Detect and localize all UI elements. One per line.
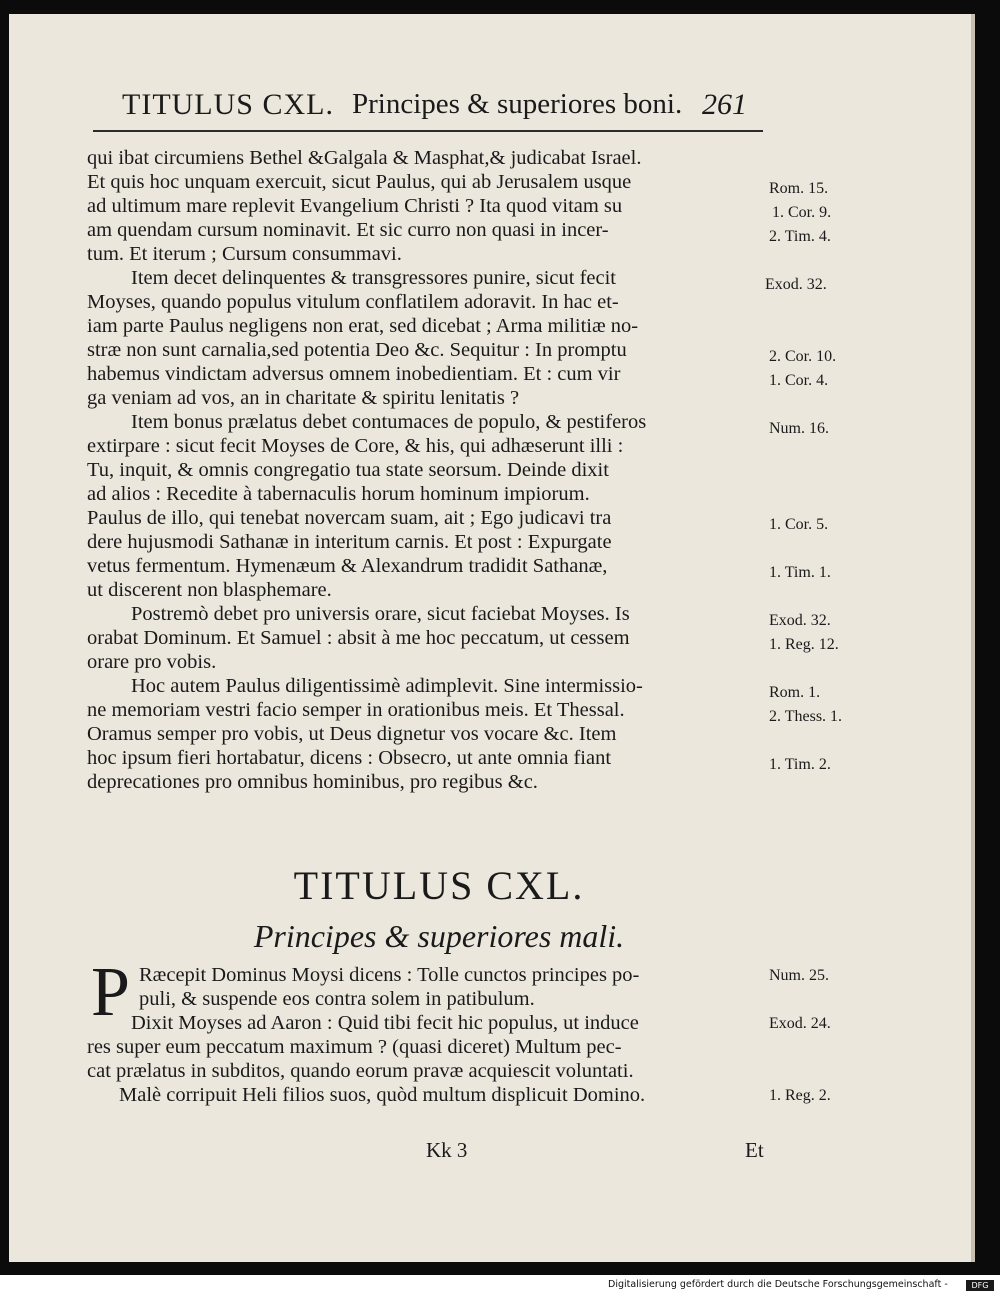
text-line: Item bonus prælatus debet contumaces de populo, & pestiferos [131, 411, 647, 433]
book-page [9, 14, 975, 1262]
text-line: Postremò debet pro universis orare, sicut faciebat Moyses. Is [131, 603, 630, 625]
text-line: hoc ipsum fieri hortabatur, dicens : Obsecro, ut ante omnia fiant [87, 747, 612, 769]
text-line: Dixit Moyses ad Aaron : Quid tibi fecit hic populus, ut induce [131, 1012, 639, 1034]
margin-note: 1. Tim. 2. [769, 756, 831, 773]
text-line: ut discerent non blasphemare. [87, 579, 332, 601]
text-line: deprecationes pro omnibus hominibus, pro regibus &c. [87, 771, 538, 793]
margin-note: 1. Cor. 9. [772, 204, 832, 221]
running-head-subtitle: Principes & superiores boni. [352, 88, 683, 120]
running-head [104, 88, 754, 128]
running-head-title: TITULUS CXL. [122, 88, 334, 121]
text-line: stræ non sunt carnalia,sed potentia Deo &c. Sequitur : In promptu [87, 339, 627, 361]
text-line: tum. Et iterum ; Cursum consummavi. [87, 243, 402, 265]
text-line: res super eum peccatum maximum ? (quasi diceret) Multum pec- [87, 1036, 622, 1058]
page-number: 261 [702, 88, 747, 121]
text-line: orabat Dominum. Et Samuel : absit à me hoc peccatum, ut cessem [87, 627, 630, 649]
dfg-logo: DFG [966, 1280, 994, 1291]
margin-note: 2. Cor. 10. [769, 348, 837, 365]
margin-note: Exod. 32. [769, 612, 831, 629]
text-line: orare pro vobis. [87, 651, 217, 673]
margin-note: Num. 25. [769, 967, 829, 984]
section-heading: TITULUS CXL. [293, 863, 585, 908]
text-line: Ræcepit Dominus Moysi dicens : Tolle cunctos principes po- [139, 964, 640, 986]
margin-note: 1. Tim. 1. [769, 564, 831, 581]
digitization-credit: Digitalisierung gefördert durch die Deutsche Forschungsgemeinschaft - [608, 1279, 948, 1290]
text-line: Et quis hoc unquam exercuit, sicut Paulus, qui ab Jerusalem usque [87, 171, 632, 193]
text-line: Moyses, quando populus vitulum conflatilem adoravit. In hac et- [87, 291, 619, 313]
drop-cap: P [91, 954, 130, 1031]
text-line: Item decet delinquentes & transgressores punire, sicut fecit [131, 267, 617, 289]
text-line: iam parte Paulus negligens non erat, sed dicebat ; Arma militiæ no- [87, 315, 639, 337]
margin-note: Exod. 32. [765, 276, 827, 293]
text-line: Oramus semper pro vobis, ut Deus dignetur vos vocare &c. Item [87, 723, 617, 745]
margin-note: 1. Reg. 2. [769, 1087, 831, 1104]
text-line: vetus fermentum. Hymenæum & Alexandrum tradidit Sathanæ, [87, 555, 608, 577]
margin-note: 2. Tim. 4. [769, 228, 831, 245]
text-line: Malè corripuit Heli filios suos, quòd multum displicuit Domino. [119, 1084, 646, 1106]
text-line: puli, & suspende eos contra solem in patibulum. [139, 988, 535, 1010]
header-rule [93, 130, 763, 132]
margin-note: 1. Reg. 12. [769, 636, 839, 653]
text-line: qui ibat circumiens Bethel &Galgala & Masphat,& judicabat Israel. [87, 147, 642, 169]
text-line: Hoc autem Paulus diligentissimè adimplevit. Sine intermissio- [131, 675, 643, 697]
margin-note: Exod. 24. [769, 1015, 831, 1032]
text-line: am quendam cursum nominavit. Et sic curro non quasi in incer- [87, 219, 609, 241]
text-line: dere hujusmodi Sathanæ in interitum carnis. Et post : Expurgate [87, 531, 612, 553]
margin-note: 1. Cor. 4. [769, 372, 829, 389]
catchword: Et [745, 1138, 764, 1162]
text-line: extirpare : sicut fecit Moyses de Core, & his, qui adhæserunt illi : [87, 435, 624, 457]
signature-mark: Kk 3 [426, 1138, 468, 1162]
text-line: ad alios : Recedite à tabernaculis horum hominum impiorum. [87, 483, 590, 505]
text-line: habemus vindictam adversus omnem inobedientiam. Et : cum vir [87, 363, 621, 385]
margin-note: Rom. 1. [769, 684, 821, 701]
margin-note: Num. 16. [769, 420, 829, 437]
margin-note: 1. Cor. 5. [769, 516, 829, 533]
text-line: cat prælatus in subditos, quando eorum pravæ acquiescit voluntati. [87, 1060, 634, 1082]
text-line: ne memoriam vestri facio semper in orationibus meis. Et Thessal. [87, 699, 625, 721]
text-line: Paulus de illo, qui tenebat novercam suam, ait ; Ego judicavi tra [87, 507, 612, 529]
margin-note: 2. Thess. 1. [769, 708, 843, 725]
section-subheading: Principes & superiores mali. [253, 918, 625, 954]
text-line: ga veniam ad vos, an in charitate & spiritu lenitatis ? [87, 387, 520, 409]
margin-note: Rom. 15. [769, 180, 829, 197]
text-line: ad ultimum mare replevit Evangelium Christi ? Ita quod vitam su [87, 195, 623, 217]
text-line: Tu, inquit, & omnis congregatio tua state seorsum. Deinde dixit [87, 459, 609, 481]
